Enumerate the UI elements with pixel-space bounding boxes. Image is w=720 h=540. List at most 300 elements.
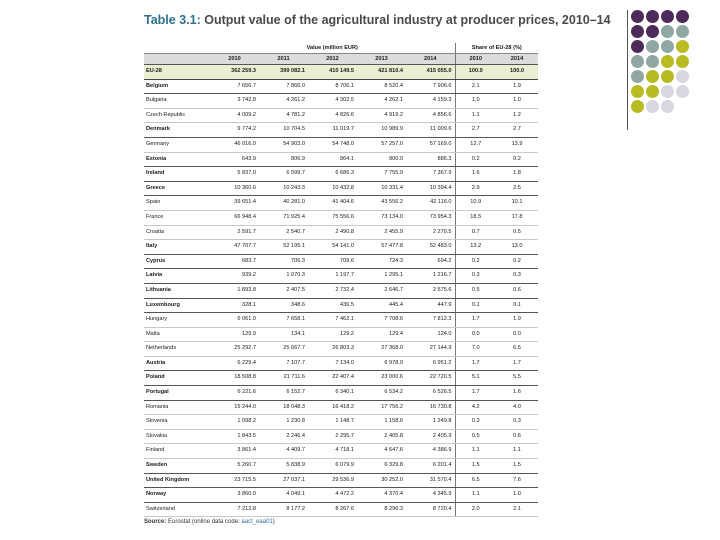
value-cell: 3 861.4 bbox=[210, 444, 259, 459]
decorative-dot bbox=[631, 70, 644, 83]
output-value-table bbox=[144, 43, 538, 517]
share-cell: 6.5 bbox=[455, 473, 496, 488]
share-cell: 0.5 bbox=[496, 225, 538, 240]
value-cell: 4 409.7 bbox=[259, 444, 308, 459]
value-cell: 2 591.7 bbox=[210, 225, 259, 240]
share-cell: 0.1 bbox=[455, 298, 496, 313]
value-cell: 886.3 bbox=[406, 152, 455, 167]
country-name: Portugal bbox=[144, 386, 210, 401]
value-cell: 15 244.0 bbox=[210, 400, 259, 415]
value-cell: 2 405.9 bbox=[406, 429, 455, 444]
year-header: 2014 bbox=[406, 54, 455, 65]
value-cell: 3 742.8 bbox=[210, 94, 259, 109]
share-cell: 1.8 bbox=[496, 167, 538, 182]
value-cell: 27 037.1 bbox=[259, 473, 308, 488]
share-cell: 13.2 bbox=[455, 240, 496, 255]
share-cell: 1.7 bbox=[496, 356, 538, 371]
value-cell: 6 978.0 bbox=[357, 356, 406, 371]
table-row bbox=[144, 313, 538, 328]
country-name: Malta bbox=[144, 327, 210, 342]
share-cell: 0.5 bbox=[455, 283, 496, 298]
value-cell: 73 134.0 bbox=[357, 210, 406, 225]
share-cell: 0.0 bbox=[455, 327, 496, 342]
value-cell: 1 197.7 bbox=[308, 269, 357, 284]
value-cell: 129.2 bbox=[308, 327, 357, 342]
value-cell: 4 262.1 bbox=[357, 94, 406, 109]
share-cell: 1.2 bbox=[496, 108, 538, 123]
value-cell: 18 508.8 bbox=[210, 371, 259, 386]
year-header: 2012 bbox=[308, 54, 357, 65]
value-cell: 4 009.2 bbox=[210, 108, 259, 123]
value-cell: 39 651.4 bbox=[210, 196, 259, 211]
country-name: Belgium bbox=[144, 79, 210, 94]
decorative-dot bbox=[631, 10, 644, 23]
country-name: Finland bbox=[144, 444, 210, 459]
value-cell: 7 134.0 bbox=[308, 356, 357, 371]
value-cell: 1 148.7 bbox=[308, 415, 357, 430]
value-cell: 6 340.1 bbox=[308, 386, 357, 401]
value-cell: 7 708.6 bbox=[357, 313, 406, 328]
value-cell: 10 360.6 bbox=[210, 181, 259, 196]
country-name: Spain bbox=[144, 196, 210, 211]
value-cell: 6 079.9 bbox=[308, 459, 357, 474]
value-cell: 57 477.8 bbox=[357, 240, 406, 255]
value-cell: 2 405.8 bbox=[357, 429, 406, 444]
value-cell: 4 370.4 bbox=[357, 488, 406, 503]
source-suffix: ) bbox=[272, 519, 275, 525]
value-cell: 16 418.2 bbox=[308, 400, 357, 415]
value-cell: 4 049.1 bbox=[259, 488, 308, 503]
share-cell: 2.7 bbox=[496, 123, 538, 138]
value-cell: 7 462.1 bbox=[308, 313, 357, 328]
value-cell: 415 055.0 bbox=[406, 65, 455, 80]
value-cell: 6 229.4 bbox=[210, 356, 259, 371]
share-cell: 1.1 bbox=[455, 488, 496, 503]
table-row bbox=[144, 225, 538, 240]
value-cell: 1 070.3 bbox=[259, 269, 308, 284]
value-cell: 54 903.0 bbox=[259, 137, 308, 152]
table-row bbox=[144, 356, 538, 371]
country-name: Bulgaria bbox=[144, 94, 210, 109]
value-cell: 26 803.3 bbox=[308, 342, 357, 357]
decorative-dot bbox=[661, 40, 674, 53]
value-cell: 399 082.1 bbox=[259, 65, 308, 80]
decorative-dot bbox=[646, 40, 659, 53]
value-cell: 4 345.9 bbox=[406, 488, 455, 503]
share-cell: 1.5 bbox=[455, 459, 496, 474]
decorative-dot bbox=[646, 25, 659, 38]
decorative-dot bbox=[661, 70, 674, 83]
decorative-dot bbox=[676, 40, 689, 53]
value-cell: 7 367.9 bbox=[406, 167, 455, 182]
value-cell: 683.7 bbox=[210, 254, 259, 269]
value-cell: 1 230.8 bbox=[259, 415, 308, 430]
table-row bbox=[144, 488, 538, 503]
table-row bbox=[144, 181, 538, 196]
value-cell: 2 732.4 bbox=[308, 283, 357, 298]
value-cell: 7 107.7 bbox=[259, 356, 308, 371]
decorative-dot bbox=[661, 85, 674, 98]
table-row bbox=[144, 502, 538, 517]
table-row bbox=[144, 94, 538, 109]
share-cell: 0.7 bbox=[455, 225, 496, 240]
value-cell: 66 948.4 bbox=[210, 210, 259, 225]
share-cell: 1.5 bbox=[496, 459, 538, 474]
source-note bbox=[144, 519, 275, 525]
share-cell: 4.0 bbox=[496, 400, 538, 415]
table-row bbox=[144, 196, 538, 211]
value-cell: 10 704.5 bbox=[259, 123, 308, 138]
share-cell: 13.0 bbox=[496, 240, 538, 255]
value-cell: 11 019.7 bbox=[308, 123, 357, 138]
value-cell: 1 249.8 bbox=[406, 415, 455, 430]
decorative-dot bbox=[646, 55, 659, 68]
share-cell: 0.6 bbox=[496, 283, 538, 298]
share-cell: 1.7 bbox=[455, 386, 496, 401]
value-cell: 8 296.3 bbox=[357, 502, 406, 517]
value-cell: 709.6 bbox=[308, 254, 357, 269]
value-cell: 2 407.5 bbox=[259, 283, 308, 298]
decorative-dot bbox=[676, 10, 689, 23]
country-name: Estonia bbox=[144, 152, 210, 167]
share-cell: 0.2 bbox=[455, 152, 496, 167]
value-cell: 4 386.9 bbox=[406, 444, 455, 459]
country-name: Slovakia bbox=[144, 429, 210, 444]
value-cell: 706.3 bbox=[259, 254, 308, 269]
share-cell: 18.5 bbox=[455, 210, 496, 225]
value-cell: 27 144.9 bbox=[406, 342, 455, 357]
value-cell: 46 016.0 bbox=[210, 137, 259, 152]
share-cell: 1.0 bbox=[455, 94, 496, 109]
value-cell: 16 730.8 bbox=[406, 400, 455, 415]
value-cell: 11 009.6 bbox=[406, 123, 455, 138]
value-cell: 1 893.8 bbox=[210, 283, 259, 298]
share-cell: 1.9 bbox=[496, 313, 538, 328]
value-cell: 7 658.1 bbox=[259, 313, 308, 328]
table-title-text: Output value of the agricultural industry at producer prices, 2010–14 bbox=[204, 13, 611, 27]
value-cell: 73 954.3 bbox=[406, 210, 455, 225]
value-cell: 8 267.6 bbox=[308, 502, 357, 517]
country-name: Netherlands bbox=[144, 342, 210, 357]
source-text: Eurostat (online data code: bbox=[168, 519, 240, 525]
value-cell: 806.9 bbox=[259, 152, 308, 167]
value-cell: 2 295.7 bbox=[308, 429, 357, 444]
table-row bbox=[144, 210, 538, 225]
share-cell: 0.2 bbox=[496, 254, 538, 269]
country-name: Norway bbox=[144, 488, 210, 503]
value-cell: 4 647.6 bbox=[357, 444, 406, 459]
value-cell: 40 281.0 bbox=[259, 196, 308, 211]
value-cell: 8 520.4 bbox=[357, 79, 406, 94]
share-cell: 5.1 bbox=[455, 371, 496, 386]
share-cell: 6.5 bbox=[496, 342, 538, 357]
value-cell: 5 837.0 bbox=[210, 167, 259, 182]
value-cell: 25 667.7 bbox=[259, 342, 308, 357]
value-cell: 43 556.2 bbox=[357, 196, 406, 211]
decorative-dot bbox=[631, 85, 644, 98]
table-row bbox=[144, 371, 538, 386]
table-row bbox=[144, 269, 538, 284]
value-cell: 421 810.4 bbox=[357, 65, 406, 80]
table-row bbox=[144, 473, 538, 488]
value-cell: 7 866.0 bbox=[259, 79, 308, 94]
decorative-dot bbox=[676, 55, 689, 68]
decorative-dot bbox=[661, 55, 674, 68]
value-cell: 25 292.7 bbox=[210, 342, 259, 357]
value-cell: 328.1 bbox=[210, 298, 259, 313]
country-name: Hungary bbox=[144, 313, 210, 328]
decorative-dot bbox=[646, 70, 659, 83]
value-cell: 410 149.5 bbox=[308, 65, 357, 80]
value-cell: 4 302.5 bbox=[308, 94, 357, 109]
value-cell: 6 526.5 bbox=[406, 386, 455, 401]
share-cell: 7.6 bbox=[496, 473, 538, 488]
share-cell: 1.7 bbox=[455, 356, 496, 371]
value-cell: 1 098.2 bbox=[210, 415, 259, 430]
share-cell: 10.9 bbox=[455, 196, 496, 211]
value-cell: 6 686.3 bbox=[308, 167, 357, 182]
value-cell: 445.4 bbox=[357, 298, 406, 313]
share-cell: 2.1 bbox=[496, 502, 538, 517]
decorative-dot bbox=[676, 70, 689, 83]
share-cell: 100.0 bbox=[455, 65, 496, 80]
table-row bbox=[144, 254, 538, 269]
table-row bbox=[144, 415, 538, 430]
table-row bbox=[144, 167, 538, 182]
value-cell: 2 455.9 bbox=[357, 225, 406, 240]
value-cell: 436.5 bbox=[308, 298, 357, 313]
value-cell: 6 061.0 bbox=[210, 313, 259, 328]
value-cell: 75 556.6 bbox=[308, 210, 357, 225]
table-row bbox=[144, 123, 538, 138]
share-cell: 1.1 bbox=[496, 444, 538, 459]
value-cell: 2 270.5 bbox=[406, 225, 455, 240]
value-cell: 27 368.0 bbox=[357, 342, 406, 357]
value-cell: 129.9 bbox=[210, 327, 259, 342]
value-cell: 8 720.4 bbox=[406, 502, 455, 517]
share-cell: 0.5 bbox=[455, 429, 496, 444]
decorative-divider bbox=[627, 10, 628, 130]
share-cell: 0.2 bbox=[455, 254, 496, 269]
value-cell: 54 141.0 bbox=[308, 240, 357, 255]
value-cell: 6 152.7 bbox=[259, 386, 308, 401]
country-name: Lithuania bbox=[144, 283, 210, 298]
value-cell: 52 195.1 bbox=[259, 240, 308, 255]
decorative-dot bbox=[661, 100, 674, 113]
year-header: 2013 bbox=[357, 54, 406, 65]
share-cell: 1.7 bbox=[455, 313, 496, 328]
value-cell: 1 158.6 bbox=[357, 415, 406, 430]
share-cell: 13.9 bbox=[496, 137, 538, 152]
value-cell: 4 856.6 bbox=[406, 108, 455, 123]
country-name: Cyprus bbox=[144, 254, 210, 269]
value-cell: 2 246.4 bbox=[259, 429, 308, 444]
value-cell: 47 707.7 bbox=[210, 240, 259, 255]
country-name: Latvia bbox=[144, 269, 210, 284]
year-header: 2014 bbox=[496, 54, 538, 65]
value-cell: 1 216.7 bbox=[406, 269, 455, 284]
share-cell: 0.1 bbox=[496, 298, 538, 313]
decorative-dot bbox=[661, 25, 674, 38]
table-number: Table 3.1: bbox=[144, 13, 201, 27]
table-row bbox=[144, 459, 538, 474]
year-header: 2010 bbox=[210, 54, 259, 65]
share-group-header: Share of EU-28 (%) bbox=[455, 43, 538, 54]
value-cell: 8 706.1 bbox=[308, 79, 357, 94]
value-cell: 7 656.7 bbox=[210, 79, 259, 94]
value-cell: 348.6 bbox=[259, 298, 308, 313]
country-name: EU-28 bbox=[144, 65, 210, 80]
value-cell: 42 116.0 bbox=[406, 196, 455, 211]
value-cell: 124.0 bbox=[406, 327, 455, 342]
value-cell: 3 860.0 bbox=[210, 488, 259, 503]
value-cell: 724.3 bbox=[357, 254, 406, 269]
value-cell: 2 646.7 bbox=[357, 283, 406, 298]
value-cell: 22 720.5 bbox=[406, 371, 455, 386]
decorative-dot bbox=[631, 40, 644, 53]
value-cell: 4 718.1 bbox=[308, 444, 357, 459]
table-row bbox=[144, 240, 538, 255]
group-header-row bbox=[144, 43, 538, 54]
value-cell: 22 407.4 bbox=[308, 371, 357, 386]
value-cell: 2 575.6 bbox=[406, 283, 455, 298]
decorative-dot bbox=[676, 85, 689, 98]
value-cell: 4 826.6 bbox=[308, 108, 357, 123]
share-cell: 1.0 bbox=[496, 488, 538, 503]
value-cell: 41 404.6 bbox=[308, 196, 357, 211]
country-name: Poland bbox=[144, 371, 210, 386]
value-group-header: Value (million EUR) bbox=[210, 43, 455, 54]
value-cell: 10 394.4 bbox=[406, 181, 455, 196]
year-header: 2011 bbox=[259, 54, 308, 65]
value-cell: 4 472.2 bbox=[308, 488, 357, 503]
value-cell: 9 774.2 bbox=[210, 123, 259, 138]
value-cell: 134.1 bbox=[259, 327, 308, 342]
decorative-dot bbox=[646, 100, 659, 113]
value-cell: 10 989.9 bbox=[357, 123, 406, 138]
country-name: Czech Republic bbox=[144, 108, 210, 123]
decorative-dot-grid bbox=[631, 10, 720, 115]
value-cell: 4 159.3 bbox=[406, 94, 455, 109]
table-row bbox=[144, 152, 538, 167]
country-name: Romania bbox=[144, 400, 210, 415]
value-cell: 23 000.6 bbox=[357, 371, 406, 386]
share-cell: 2.5 bbox=[496, 181, 538, 196]
decorative-dot bbox=[646, 85, 659, 98]
share-cell: 5.5 bbox=[496, 371, 538, 386]
country-name: Italy bbox=[144, 240, 210, 255]
share-cell: 0.0 bbox=[496, 327, 538, 342]
value-cell: 6 221.6 bbox=[210, 386, 259, 401]
value-cell: 10 331.4 bbox=[357, 181, 406, 196]
share-cell: 4.2 bbox=[455, 400, 496, 415]
table-row bbox=[144, 79, 538, 94]
header-blank bbox=[144, 43, 210, 54]
value-cell: 643.9 bbox=[210, 152, 259, 167]
value-cell: 694.2 bbox=[406, 254, 455, 269]
table-row bbox=[144, 386, 538, 401]
share-cell: 17.8 bbox=[496, 210, 538, 225]
country-name: Slovenia bbox=[144, 415, 210, 430]
share-cell: 1.0 bbox=[496, 94, 538, 109]
decorative-dot bbox=[646, 10, 659, 23]
share-cell: 1.1 bbox=[455, 108, 496, 123]
share-cell: 100.0 bbox=[496, 65, 538, 80]
value-cell: 6 201.4 bbox=[406, 459, 455, 474]
table-row bbox=[144, 429, 538, 444]
decorative-dot bbox=[631, 55, 644, 68]
value-cell: 17 756.2 bbox=[357, 400, 406, 415]
value-cell: 31 570.4 bbox=[406, 473, 455, 488]
country-name: France bbox=[144, 210, 210, 225]
value-cell: 18 048.3 bbox=[259, 400, 308, 415]
value-cell: 900.0 bbox=[357, 152, 406, 167]
value-cell: 4 261.2 bbox=[259, 94, 308, 109]
decorative-dot bbox=[676, 25, 689, 38]
country-name: Switzerland bbox=[144, 502, 210, 517]
share-cell: 0.3 bbox=[455, 269, 496, 284]
share-cell: 0.3 bbox=[496, 415, 538, 430]
value-cell: 10 243.3 bbox=[259, 181, 308, 196]
decorative-dot bbox=[631, 100, 644, 113]
share-cell: 0.3 bbox=[455, 415, 496, 430]
share-cell: 12.7 bbox=[455, 137, 496, 152]
value-cell: 2 490.8 bbox=[308, 225, 357, 240]
value-cell: 57 257.0 bbox=[357, 137, 406, 152]
value-cell: 6 951.2 bbox=[406, 356, 455, 371]
table-row bbox=[144, 283, 538, 298]
share-cell: 2.7 bbox=[455, 123, 496, 138]
value-cell: 29 536.9 bbox=[308, 473, 357, 488]
table-row bbox=[144, 108, 538, 123]
table-row bbox=[144, 444, 538, 459]
value-cell: 6 534.2 bbox=[357, 386, 406, 401]
value-cell: 6 599.7 bbox=[259, 167, 308, 182]
country-name: Denmark bbox=[144, 123, 210, 138]
value-cell: 10 432.8 bbox=[308, 181, 357, 196]
share-cell: 2.0 bbox=[455, 502, 496, 517]
table-row bbox=[144, 342, 538, 357]
share-cell: 1.6 bbox=[496, 386, 538, 401]
share-cell: 7.0 bbox=[455, 342, 496, 357]
value-cell: 21 711.6 bbox=[259, 371, 308, 386]
value-cell: 4 781.2 bbox=[259, 108, 308, 123]
year-header-row bbox=[144, 54, 538, 65]
value-cell: 30 252.0 bbox=[357, 473, 406, 488]
country-name: United Kingdom bbox=[144, 473, 210, 488]
share-cell: 0.6 bbox=[496, 429, 538, 444]
value-cell: 129.4 bbox=[357, 327, 406, 342]
value-cell: 2 540.7 bbox=[259, 225, 308, 240]
table-row bbox=[144, 327, 538, 342]
dataset-code-link[interactable]: aact_eaa01 bbox=[241, 519, 273, 525]
value-cell: 4 919.2 bbox=[357, 108, 406, 123]
value-cell: 7 906.6 bbox=[406, 79, 455, 94]
value-cell: 5 260.7 bbox=[210, 459, 259, 474]
country-name: Croatia bbox=[144, 225, 210, 240]
share-cell: 1.1 bbox=[455, 444, 496, 459]
country-name: Ireland bbox=[144, 167, 210, 182]
table-title bbox=[144, 13, 611, 27]
value-cell: 5 838.9 bbox=[259, 459, 308, 474]
value-cell: 362 259.3 bbox=[210, 65, 259, 80]
country-name: Austria bbox=[144, 356, 210, 371]
value-cell: 71 925.4 bbox=[259, 210, 308, 225]
value-cell: 447.9 bbox=[406, 298, 455, 313]
year-header: 2010 bbox=[455, 54, 496, 65]
share-cell: 10.1 bbox=[496, 196, 538, 211]
country-name: Sweden bbox=[144, 459, 210, 474]
